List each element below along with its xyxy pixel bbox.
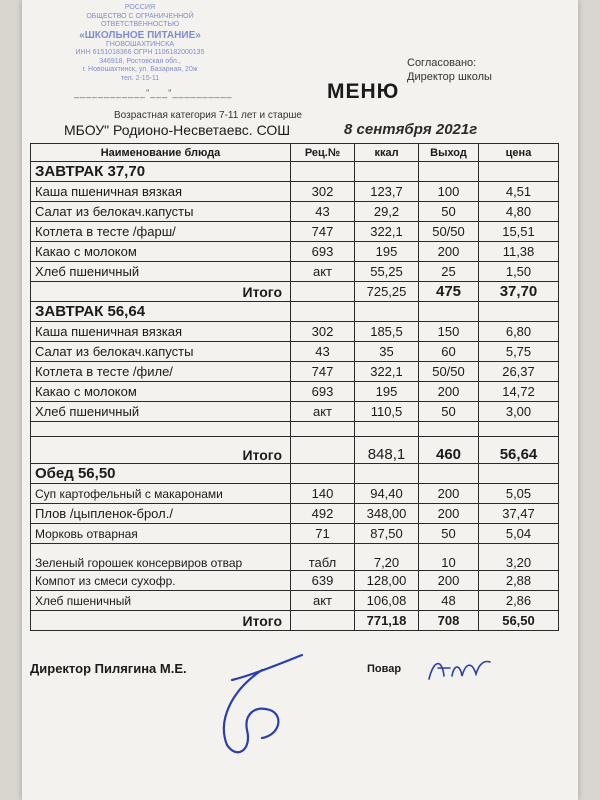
table-row [31, 342, 559, 362]
table-row [31, 262, 559, 282]
empty-cell [355, 422, 419, 437]
dish-name: Какао с молоком [31, 242, 291, 262]
approval-role: Директор школы [407, 71, 492, 83]
price-value: 2,86 [479, 591, 559, 611]
dish-name: Зеленый горошек консервиров отвар [31, 544, 291, 571]
empty-cell [479, 422, 559, 437]
empty-cell [291, 437, 355, 464]
recipe-number: 747 [291, 362, 355, 382]
kcal-value: 29,2 [355, 202, 419, 222]
section-header-row [31, 302, 559, 322]
empty-cell [355, 302, 419, 322]
recipe-number: 747 [291, 222, 355, 242]
age-category: Возрастная категория 7-11 лет и старше [114, 110, 302, 121]
dish-name: Каша пшеничная вязкая [31, 182, 291, 202]
signature-date-line: ____________"___"__________ [74, 88, 233, 98]
total-price: 56,64 [479, 437, 559, 464]
table-row [31, 322, 559, 342]
kcal-value: 94,40 [355, 484, 419, 504]
organization-stamp [60, 4, 220, 94]
approval-block [407, 56, 492, 84]
portion-value: 50/50 [419, 222, 479, 242]
total-out: 460 [419, 437, 479, 464]
dish-name: Хлеб пшеничный [31, 591, 291, 611]
recipe-number: 140 [291, 484, 355, 504]
dish-name: Салат из белокач.капусты [31, 202, 291, 222]
total-kcal: 725,25 [355, 282, 419, 302]
recipe-number: табл [291, 544, 355, 571]
empty-cell [419, 302, 479, 322]
total-label: Итого [31, 282, 291, 302]
director-signature-label: Директор Пилягина М.Е. [30, 661, 187, 676]
menu-table [30, 143, 559, 631]
portion-value: 200 [419, 382, 479, 402]
cook-signature-label: Повар [367, 663, 402, 675]
stamp-line: РОССИЯ [124, 4, 156, 11]
total-row [31, 282, 559, 302]
portion-value: 150 [419, 322, 479, 342]
recipe-number: 302 [291, 322, 355, 342]
price-value: 3,00 [479, 402, 559, 422]
portion-value: 25 [419, 262, 479, 282]
blank-row [31, 422, 559, 437]
empty-cell [479, 302, 559, 322]
section-title: ЗАВТРАК 37,70 [31, 162, 291, 182]
menu-date: 8 сентября 2021г [344, 121, 478, 138]
kcal-value: 128,00 [355, 571, 419, 591]
column-header-price: цена [479, 144, 559, 162]
total-row [31, 611, 559, 631]
recipe-number: 43 [291, 342, 355, 362]
kcal-value: 195 [355, 242, 419, 262]
price-value: 15,51 [479, 222, 559, 242]
table-row [31, 484, 559, 504]
portion-value: 48 [419, 591, 479, 611]
dish-name: Хлеб пшеничный [31, 402, 291, 422]
section-title: Обед 56,50 [31, 464, 291, 484]
table-row [31, 402, 559, 422]
total-out: 475 [419, 282, 479, 302]
total-price: 37,70 [479, 282, 559, 302]
column-header-rec: Рец.№ [291, 144, 355, 162]
director-signature [192, 650, 312, 760]
empty-cell [355, 464, 419, 484]
price-value: 1,50 [479, 262, 559, 282]
section-title: ЗАВТРАК 56,64 [31, 302, 291, 322]
empty-cell [479, 162, 559, 182]
total-kcal: 848,1 [355, 437, 419, 464]
recipe-number: акт [291, 591, 355, 611]
total-label: Итого [31, 611, 291, 631]
menu-sheet [22, 0, 578, 800]
stamp-line: г. Новошахтинск, ул. Базарная, 20ж [82, 66, 198, 73]
total-kcal: 771,18 [355, 611, 419, 631]
dish-name: Морковь отварная [31, 524, 291, 544]
stamp-line: «ШКОЛЬНОЕ ПИТАНИЕ» [79, 29, 201, 41]
school-name: МБОУ" Родионо-Несветаевс. СОШ [64, 122, 291, 138]
kcal-value: 106,08 [355, 591, 419, 611]
price-value: 5,04 [479, 524, 559, 544]
recipe-number: 43 [291, 202, 355, 222]
dish-name: Хлеб пшеничный [31, 262, 291, 282]
empty-cell [291, 162, 355, 182]
price-value: 26,37 [479, 362, 559, 382]
dish-name: Какао с молоком [31, 382, 291, 402]
approval-label: Согласовано: [407, 57, 477, 69]
kcal-value: 322,1 [355, 222, 419, 242]
column-header-kcal: ккал [355, 144, 419, 162]
dish-name: Компот из смеси сухофр. [31, 571, 291, 591]
page-title: МЕНЮ [327, 80, 400, 103]
total-row [31, 437, 559, 464]
table-row [31, 362, 559, 382]
table-header-row [31, 144, 559, 162]
table-row [31, 182, 559, 202]
kcal-value: 185,5 [355, 322, 419, 342]
cook-signature [424, 654, 494, 684]
empty-cell [291, 611, 355, 631]
table-row [31, 524, 559, 544]
recipe-number: 639 [291, 571, 355, 591]
stamp-line: тел. 2-15-11 [120, 74, 160, 82]
dish-name: Каша пшеничная вязкая [31, 322, 291, 342]
recipe-number: 693 [291, 382, 355, 402]
portion-value: 200 [419, 504, 479, 524]
table-row [31, 382, 559, 402]
price-value: 4,51 [479, 182, 559, 202]
dish-name: Котлета в тесте /филе/ [31, 362, 291, 382]
price-value: 2,88 [479, 571, 559, 591]
table-row [31, 544, 559, 571]
table-row [31, 591, 559, 611]
empty-cell [31, 422, 291, 437]
price-value: 3,20 [479, 544, 559, 571]
section-header-row [31, 464, 559, 484]
empty-cell [419, 162, 479, 182]
kcal-value: 123,7 [355, 182, 419, 202]
empty-cell [419, 464, 479, 484]
kcal-value: 110,5 [355, 402, 419, 422]
price-value: 5,75 [479, 342, 559, 362]
dish-name: Плов /цыпленок-брол./ [31, 504, 291, 524]
portion-value: 200 [419, 484, 479, 504]
recipe-number: 492 [291, 504, 355, 524]
portion-value: 60 [419, 342, 479, 362]
recipe-number: акт [291, 402, 355, 422]
column-header-out: Выход [419, 144, 479, 162]
column-header-name: Наименование блюда [31, 144, 291, 162]
stamp-line: ИНН 6151018366 ОГРН 1106182000135 [75, 49, 205, 56]
portion-value: 10 [419, 544, 479, 571]
dish-name: Суп картофельный с макаронами [31, 484, 291, 504]
price-value: 5,05 [479, 484, 559, 504]
portion-value: 200 [419, 242, 479, 262]
stamp-line: 346918, Ростовская обл., [99, 57, 181, 65]
recipe-number: 71 [291, 524, 355, 544]
price-value: 14,72 [479, 382, 559, 402]
table-row [31, 202, 559, 222]
portion-value: 50 [419, 202, 479, 222]
portion-value: 50 [419, 402, 479, 422]
price-value: 4,80 [479, 202, 559, 222]
kcal-value: 55,25 [355, 262, 419, 282]
price-value: 6,80 [479, 322, 559, 342]
total-price: 56,50 [479, 611, 559, 631]
total-out: 708 [419, 611, 479, 631]
kcal-value: 348,00 [355, 504, 419, 524]
empty-cell [479, 464, 559, 484]
section-header-row [31, 162, 559, 182]
kcal-value: 322,1 [355, 362, 419, 382]
empty-cell [355, 162, 419, 182]
kcal-value: 195 [355, 382, 419, 402]
dish-name: Котлета в тесте /фарш/ [31, 222, 291, 242]
stamp-line: ОТВЕТСТВЕННОСТЬЮ [100, 21, 180, 28]
stamp-line: ОБЩЕСТВО С ОГРАНИЧЕННОЙ [86, 12, 194, 20]
portion-value: 200 [419, 571, 479, 591]
kcal-value: 87,50 [355, 524, 419, 544]
price-value: 11,38 [479, 242, 559, 262]
portion-value: 100 [419, 182, 479, 202]
empty-cell [291, 422, 355, 437]
table-row [31, 242, 559, 262]
recipe-number: 693 [291, 242, 355, 262]
total-label: Итого [31, 437, 291, 464]
recipe-number: 302 [291, 182, 355, 202]
empty-cell [291, 464, 355, 484]
dish-name: Салат из белокач.капусты [31, 342, 291, 362]
stamp-line: ГНОВОШАХТИНСКА [105, 40, 175, 48]
kcal-value: 7,20 [355, 544, 419, 571]
table-row [31, 222, 559, 242]
empty-cell [419, 422, 479, 437]
portion-value: 50/50 [419, 362, 479, 382]
empty-cell [291, 282, 355, 302]
empty-cell [291, 302, 355, 322]
table-row [31, 504, 559, 524]
recipe-number: акт [291, 262, 355, 282]
table-row [31, 571, 559, 591]
portion-value: 50 [419, 524, 479, 544]
kcal-value: 35 [355, 342, 419, 362]
price-value: 37,47 [479, 504, 559, 524]
